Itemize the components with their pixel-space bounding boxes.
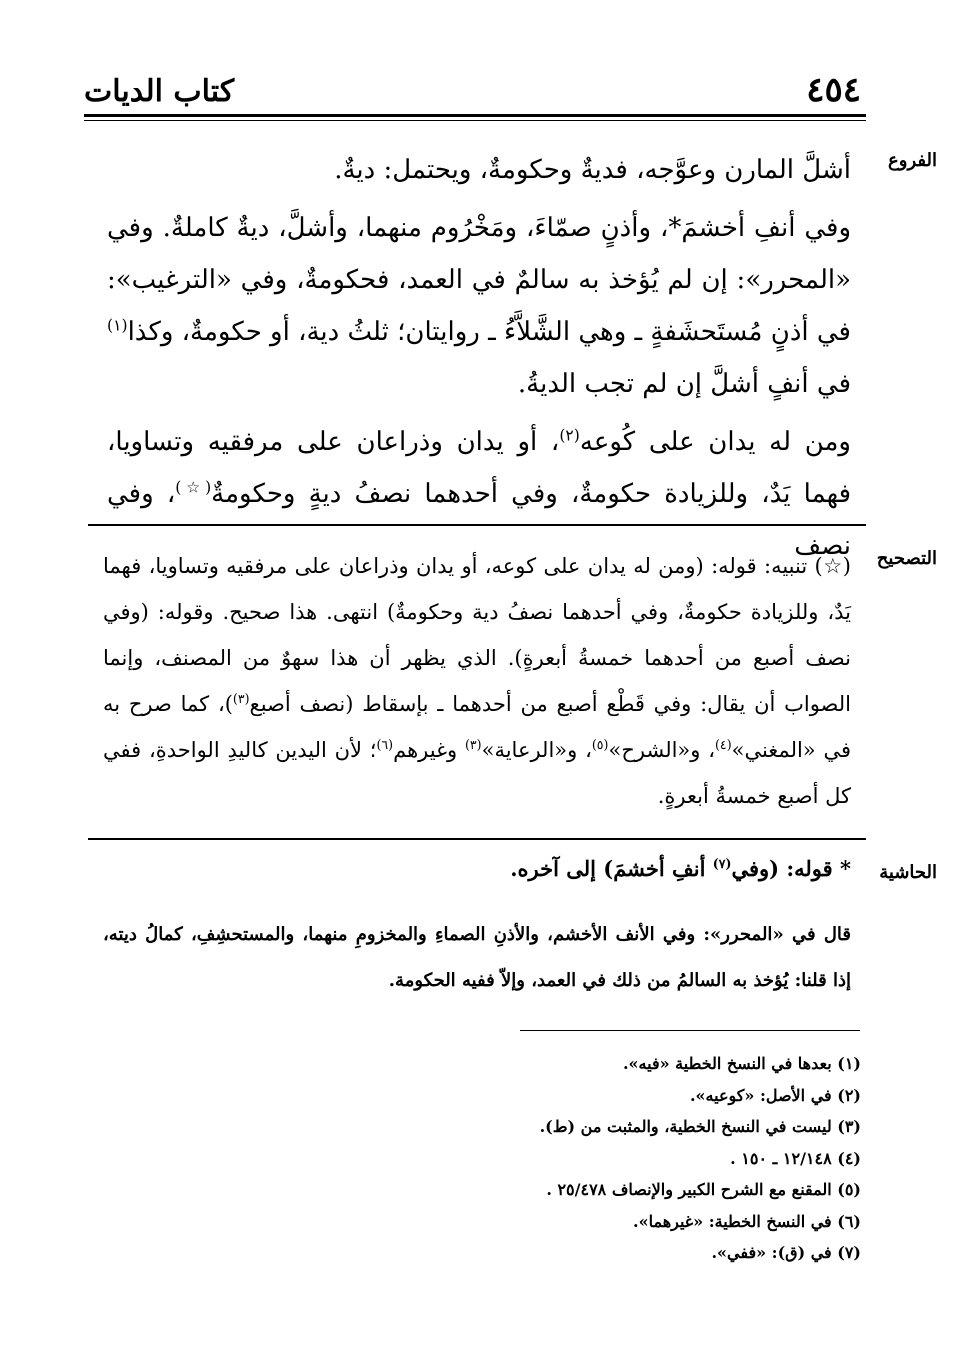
label-tashih: التصحيح [876, 548, 937, 569]
header-rule [84, 114, 866, 117]
main-line-1: أشلَّ المارن وعوَّجه، فديةٌ وحكومةٌ، ويحتمل: ديةٌ. [334, 155, 851, 185]
footnote-2: (٢) في الأصل: «كوعيه». [689, 1085, 861, 1105]
tashih-part-b: )، كما صرح به في «المغني» [103, 692, 851, 762]
book-title: كتاب الديات [84, 74, 235, 109]
main-paragraph-2-end: في أنفٍ أشلَّ إن لم تجب الديةُ. [517, 369, 851, 399]
hashiya-body-text: قال في «المحرر»: وفي الأنف الأخشم، والأذنِ الصماءِ والمخزومِ منهما، والمستحشِفِ، كمالُ ديته، إذا قلنا: يُؤخذ به السالمُ من ذلك في العمد، وإلاّ ففيه الحكومة. [103, 924, 851, 991]
section-divider-2 [88, 838, 866, 840]
label-hashiya: الحاشية [879, 862, 937, 883]
hashiya-title [103, 856, 851, 881]
footnote-rule [520, 1030, 860, 1031]
footnote-ref-7: (٧) [712, 856, 732, 871]
hashiya-title-a: * قوله: (وفي [731, 856, 851, 881]
main-paragraph-2-text: وفي أنفِ أخشمَ*، وأذنٍ صمّاءَ، ومَخْرُوم منهما، وأشلَّ، ديةٌ كاملةٌ. وفي «المحرر»: إن لم يُؤخذ به سالمٌ في العمد، فحكومةٌ، وفي «الترغيب»: في أذنٍ مُستَحشَفةٍ ـ وهي الشَّلاَّءُ ـ روايتان؛ ثلثُ دية، أو حكومةٌ، وكذا [107, 213, 851, 347]
footnote-5: (٥) المقنع مع الشرح الكبير والإنصاف ٢٥/٤٧٨ . [546, 1180, 861, 1199]
footnote-ref-6: (٦) [376, 737, 394, 752]
tashih-part-c: ، و«الشرح» [608, 738, 715, 762]
tashih-text [103, 543, 851, 819]
hashiya-title-b: أنفِ أخشمَ) إلى آخره. [510, 856, 713, 881]
label-furu: الفروع [888, 150, 937, 171]
section-divider-1 [88, 524, 866, 526]
footnote-1: (١) بعدها في النسخ الخطية «فيه». [622, 1054, 861, 1073]
main-paragraph-3-c: ، وفي نصف [107, 479, 851, 561]
footnotes [221, 1048, 861, 1269]
main-paragraph-3-b: ، أو يدان وذراعان على مرفقيه وتساويا، فهما يَدٌ، وللزيادة حكومةٌ، وفي أحدهما نصفُ ديةٍ وحكومةٌ [107, 427, 852, 509]
footnote-ref-4: (٤) [715, 737, 732, 752]
tashih-part-e: وغيرهم [393, 738, 465, 762]
tashih-part-a: (☆) تنبيه: قوله: (ومن له يدان على كوعه، أو يدان وذراعان على مرفقيه وتساويا، فهما يَدٌ، وللزيادة حكومةٌ، وفي أحدهما نصفُ دية وحكومةٌ) انتهى. هذا صحيح. وقوله: (وفي نصف أصبع من أحدهما خمسةُ أبعرةٍ). الذي يظهر أن هذا سهوٌ من المصنف، وإنما الصواب أن يقال: وفي قَطْع أصبع من أحدهما ـ بإسقاط (نصف أصبع [103, 554, 851, 716]
footnote-ref-3b: (٣) [464, 737, 482, 752]
star-ref: (☆) [175, 478, 212, 497]
hashiya-body [103, 912, 851, 1004]
tashih-part-f: ؛ لأن اليدين كاليدِ الواحدةِ، ففي كل أصبع خمسةُ أبعرةٍ. [103, 738, 851, 808]
main-text [107, 144, 851, 572]
main-paragraph-2 [107, 202, 851, 410]
page-number: ٤٥٤ [806, 70, 861, 110]
footnote-3: (٣) ليست في النسخ الخطية، والمثبت من (ط). [539, 1117, 861, 1136]
header-rule-thin [84, 120, 866, 121]
tashih-paragraph [103, 543, 851, 819]
footnote-ref-3: (٣) [232, 691, 250, 706]
tashih-part-d: ، و«الرعاية» [481, 738, 592, 762]
footnote-4: (٤) ١٢/١٤٨ ـ ١٥٠ . [730, 1148, 861, 1168]
footnote-7: (٧) في (ق): «ففي». [711, 1243, 861, 1262]
main-paragraph-3-a: ومن له يدان على كُوعه [579, 427, 851, 457]
footnote-ref-2: (٢) [559, 426, 580, 445]
footnote-6: (٦) في النسخ الخطية: «غيرهما». [633, 1211, 861, 1231]
footnote-ref-1: (١) [107, 316, 128, 335]
footnote-ref-5: (٥) [591, 737, 609, 752]
